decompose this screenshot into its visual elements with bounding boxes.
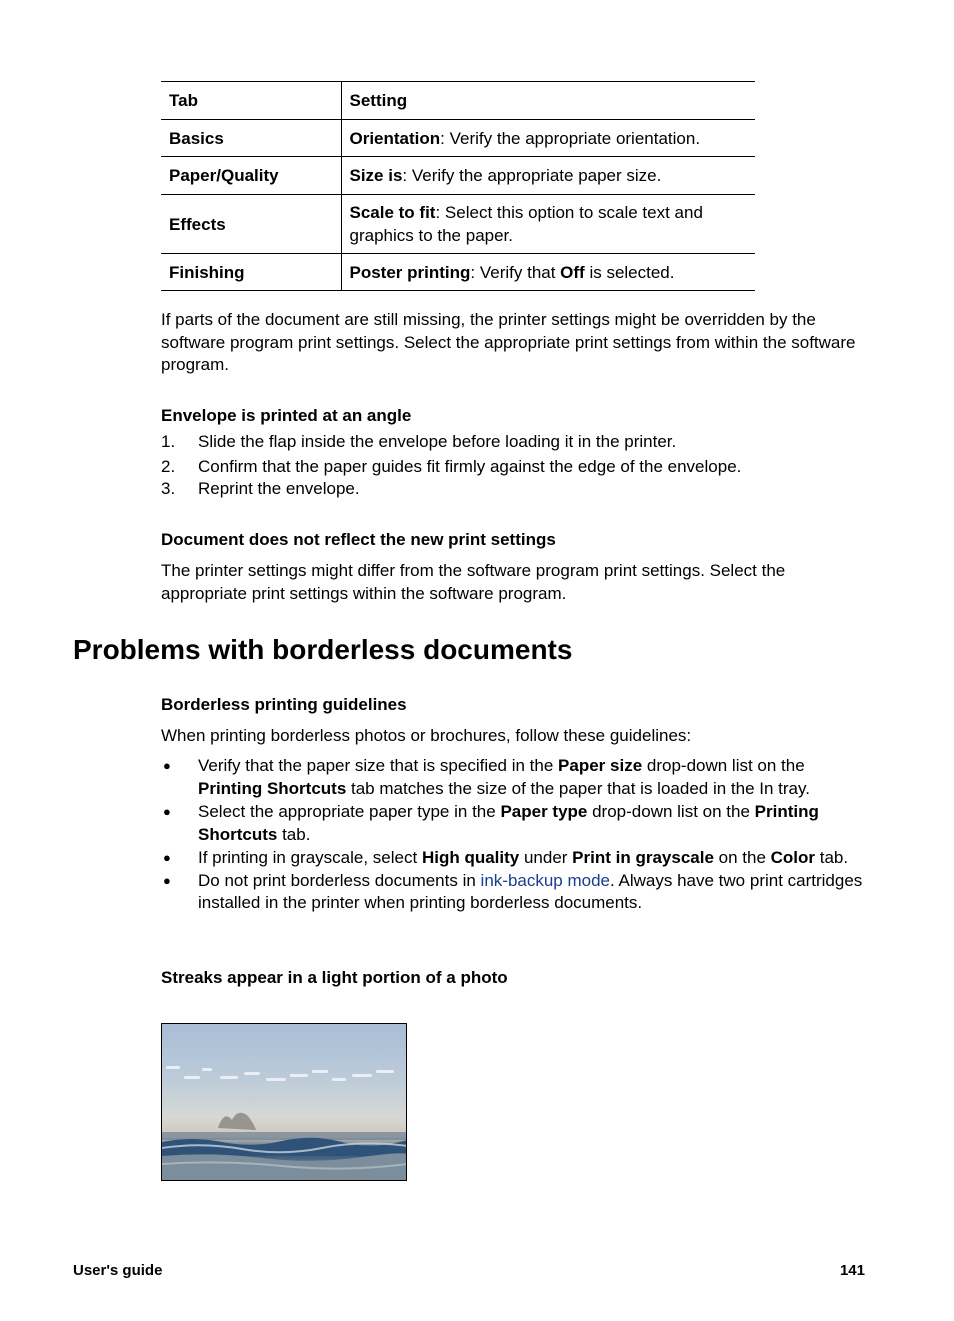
settings-table — [161, 81, 755, 291]
row-setting: Size is: Verify the appropriate paper size. — [341, 157, 755, 195]
row-setting: Scale to fit: Select this option to scale text and graphics to the paper. — [341, 195, 755, 254]
section-title: Problems with borderless documents — [73, 634, 573, 665]
list-item: 1. Slide the flap inside the envelope before loading it in the printer. — [161, 432, 677, 451]
row-tab: Finishing — [161, 254, 341, 291]
row-setting: Poster printing: Verify that Off is selected. — [341, 254, 755, 291]
bullet-icon: ● — [163, 872, 171, 888]
table-row — [161, 157, 755, 195]
page-number: 141 — [839, 1262, 865, 1279]
table-row — [161, 120, 755, 157]
table-row — [161, 195, 755, 254]
row-tab: Basics — [161, 120, 341, 157]
doc-settings-heading: Document does not reflect the new print settings — [161, 530, 556, 549]
list-item: ● If printing in grayscale, select High quality under Print in grayscale on the Color tab. — [161, 847, 871, 870]
doc-settings-paragraph: The printer settings might differ from the software program print settings. Select the appropriate print settings within the software program. — [161, 561, 786, 603]
guidelines-intro: When printing borderless photos or brochures, follow these guidelines: — [161, 726, 692, 745]
guidelines-list — [161, 755, 871, 915]
list-item: ● Do not print borderless documents in ink-backup mode. Always have two print cartridges installed in the printer when printing borderless documents. — [163, 870, 863, 912]
table-row — [161, 254, 755, 291]
header-setting: Setting — [341, 82, 755, 120]
list-item: 3. Reprint the envelope. — [161, 479, 360, 498]
row-setting: Orientation: Verify the appropriate orientation. — [341, 120, 755, 157]
missing-parts-paragraph: If parts of the document are still missing, the printer settings might be overridden by the software program print settings. Select the appropriate print settings from within the software program. — [161, 310, 856, 374]
list-item: ● Select the appropriate paper type in the Paper type drop-down list on the Printing Shortcuts tab. — [163, 802, 819, 844]
bullet-icon: ● — [163, 758, 171, 773]
row-tab: Effects — [161, 195, 341, 254]
bullet-icon: ● — [163, 850, 171, 865]
ink-backup-mode-link[interactable]: ink-backup mode — [480, 870, 611, 890]
list-item: ● Verify that the paper size that is specified in the Paper size drop-down list on the Printing Shortcuts tab matches the size of the paper that is loaded in the In tray. — [163, 756, 810, 798]
list-item: 2. Confirm that the paper guides fit firmly against the edge of the envelope. — [161, 456, 742, 476]
streaked-photo-example — [161, 1023, 407, 1181]
envelope-heading: Envelope is printed at an angle — [161, 406, 412, 425]
footer-guide-title: User's guide — [73, 1262, 163, 1279]
row-tab: Paper/Quality — [161, 157, 341, 195]
streaks-heading: Streaks appear in a light portion of a photo — [161, 968, 508, 987]
bullet-icon: ● — [163, 804, 171, 819]
table-header-row — [161, 82, 755, 120]
guidelines-heading: Borderless printing guidelines — [161, 695, 407, 714]
header-tab: Tab — [161, 82, 341, 120]
envelope-steps — [161, 431, 871, 501]
